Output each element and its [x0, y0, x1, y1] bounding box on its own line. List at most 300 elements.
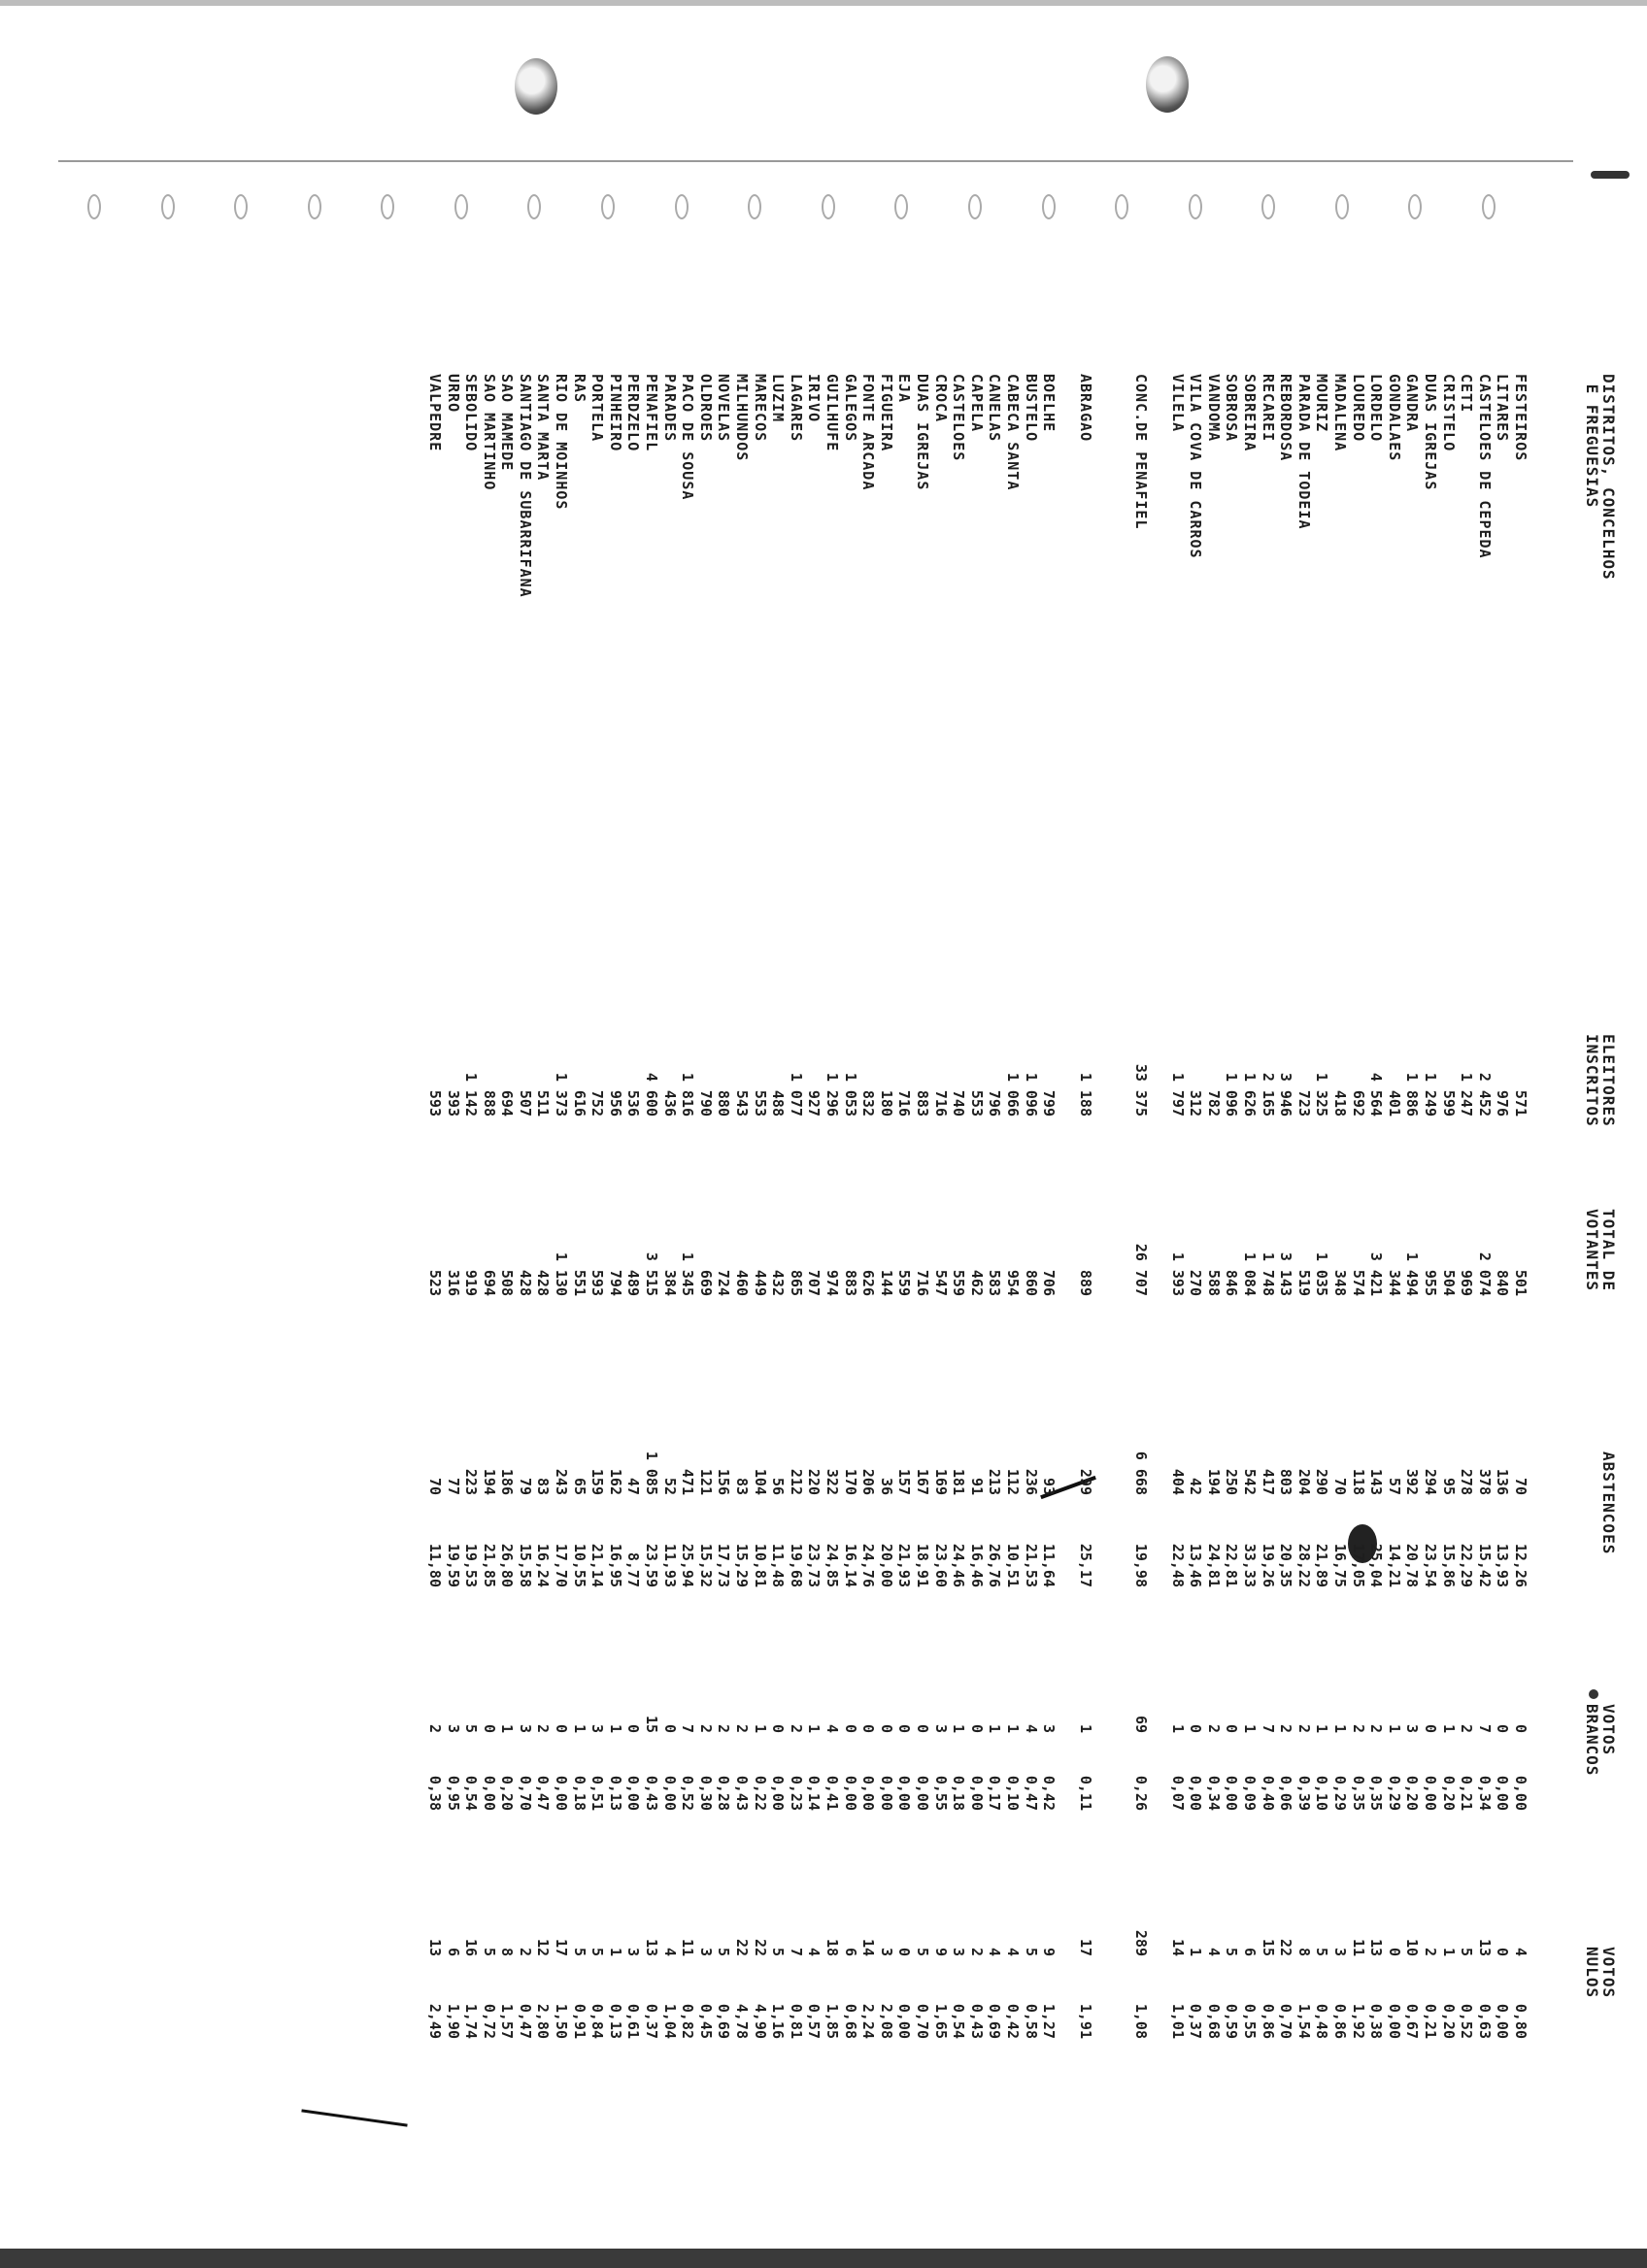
cell-nln: 5	[913, 1947, 931, 1956]
cell-brp: 0,55	[931, 1775, 950, 1811]
cell-name: SOBROSA	[1223, 374, 1241, 443]
cell-brn: 1	[1313, 1723, 1331, 1733]
cell-abp: 10,81	[751, 1543, 769, 1587]
cell-nln: 13	[643, 1938, 661, 1956]
cell-abn: 378	[1475, 1468, 1494, 1495]
cell-nlp: 0,86	[1331, 2003, 1350, 2039]
cell-brn: 0	[1422, 1723, 1440, 1733]
cell-abp: 19,53	[462, 1543, 481, 1587]
cell-brp: 0,22	[751, 1775, 769, 1811]
cell-nlp: 0,00	[895, 2003, 914, 2039]
cell-ele: 571	[1512, 1089, 1529, 1117]
cell-abp: 16,46	[967, 1543, 986, 1587]
cell-abp: 21,53	[1022, 1543, 1040, 1587]
cell-brn: 0	[841, 1723, 859, 1733]
cell-abn: 243	[553, 1468, 571, 1495]
table-row	[1241, 354, 1260, 2199]
cell-vot: 501	[1512, 1269, 1529, 1296]
cell-ele: 1 373	[553, 1072, 571, 1117]
cell-ele: 1 249	[1422, 1072, 1440, 1117]
cell-vot: 706	[1040, 1269, 1059, 1296]
cell-vot: 316	[444, 1269, 462, 1296]
cell-abp: 25,04	[1367, 1543, 1386, 1587]
cell-vot: 344	[1385, 1269, 1403, 1296]
cell-abn: 136	[1494, 1468, 1512, 1495]
cell-vot: 724	[715, 1269, 733, 1296]
cell-vot: 1 035	[1313, 1251, 1331, 1296]
cell-abp: 25,94	[679, 1543, 697, 1587]
cell-nlp: 0,54	[950, 2003, 968, 2039]
cell-brn: 0	[913, 1723, 931, 1733]
cell-ele: 1 096	[1223, 1072, 1241, 1117]
cell-abp: 12,26	[1512, 1543, 1529, 1587]
cell-ele: 488	[769, 1089, 788, 1117]
cell-brp: 0,00	[1187, 1775, 1205, 1811]
cell-nln: 4	[1003, 1947, 1022, 1956]
cell-nln: 18	[824, 1938, 841, 1956]
cell-name: REBORDOSA	[1277, 374, 1295, 462]
cell-name: SOBREIRA	[1241, 374, 1260, 452]
cell-brn: 2	[425, 1723, 444, 1733]
cell-name: NOVELAS	[715, 374, 733, 443]
cell-name: FONTE ARCADA	[859, 374, 878, 491]
cell-brp: 0,18	[570, 1775, 588, 1811]
cell-abp: 20,78	[1403, 1543, 1422, 1587]
cell-abp: 22,48	[1168, 1543, 1187, 1587]
cell-abn: 93	[1040, 1477, 1059, 1495]
cell-nlp: 0,72	[480, 2003, 498, 2039]
table-row	[1349, 354, 1367, 2199]
table-row	[425, 354, 444, 2199]
sprocket-hole	[1408, 194, 1422, 219]
cell-nln: 5	[769, 1947, 788, 1956]
cell-vot: 694	[480, 1269, 498, 1296]
cell-nln: 2	[516, 1947, 534, 1956]
cell-abn: 278	[1458, 1468, 1476, 1495]
cell-nlp: 2,80	[534, 2003, 553, 2039]
cell-abn: 56	[769, 1477, 788, 1495]
cell-vot: 3 143	[1277, 1251, 1295, 1296]
cell-vot: 519	[1294, 1269, 1313, 1296]
cell-name: ABRAGAO	[1077, 374, 1095, 443]
table-row	[841, 354, 859, 2199]
cell-brp: 0,00	[1223, 1775, 1241, 1811]
cell-abn: 6 668	[1132, 1451, 1151, 1495]
cell-nln: 0	[895, 1947, 914, 1956]
cell-nlp: 0,47	[516, 2003, 534, 2039]
cell-nlp: 4,78	[733, 2003, 752, 2039]
cell-abp: 20,35	[1277, 1543, 1295, 1587]
sprocket-hole	[1482, 194, 1496, 219]
cell-abn: 91	[967, 1477, 986, 1495]
cell-ele: 716	[895, 1089, 914, 1117]
cell-abp: 15,42	[1475, 1543, 1494, 1587]
sprocket-hole	[601, 194, 615, 219]
cell-nln: 11	[1349, 1938, 1367, 1956]
cell-brp: 0,29	[1331, 1775, 1350, 1811]
cell-name: MADALENA	[1331, 374, 1350, 452]
cell-nlp: 2,24	[859, 2003, 878, 2039]
cell-brp: 0,39	[1294, 1775, 1313, 1811]
cell-nlp: 1,65	[931, 2003, 950, 2039]
cell-nlp: 0,68	[841, 2003, 859, 2039]
cell-ele: 436	[660, 1089, 679, 1117]
cell-abp: 17,73	[715, 1543, 733, 1587]
cell-vot: 969	[1458, 1269, 1476, 1296]
cell-vot: 883	[841, 1269, 859, 1296]
cell-abp: 15,32	[696, 1543, 715, 1587]
cell-brn: 2	[1277, 1723, 1295, 1733]
cell-name: CETI	[1458, 374, 1476, 414]
cell-abn: 159	[588, 1468, 607, 1495]
cell-brp: 0,00	[967, 1775, 986, 1811]
cell-brn: 0	[1223, 1723, 1241, 1733]
cell-nlp: 1,91	[1077, 2003, 1095, 2039]
header-districts: DISTRITOS, CONCELHOS E FREGUESIAS	[1583, 374, 1618, 581]
cell-ele: 796	[986, 1089, 1004, 1117]
cell-ele: 790	[696, 1089, 715, 1117]
cell-vot: 449	[751, 1269, 769, 1296]
cell-vot: 846	[1223, 1269, 1241, 1296]
cell-abn: 206	[859, 1468, 878, 1495]
cell-nln: 3	[1331, 1947, 1350, 1956]
cell-name: CASTELOES	[950, 374, 968, 462]
cell-nln: 3	[877, 1947, 895, 1956]
cell-name: PINHEIRO	[606, 374, 624, 452]
cell-brp: 0,17	[986, 1775, 1004, 1811]
cell-vot: 1 345	[679, 1251, 697, 1296]
cell-abp: 15,29	[733, 1543, 752, 1587]
cell-ele: 1 886	[1403, 1072, 1422, 1117]
cell-vot: 574	[1349, 1269, 1367, 1296]
cell-vot: 583	[986, 1269, 1004, 1296]
cell-abn: 1 085	[643, 1451, 661, 1495]
cell-brn: 2	[787, 1723, 805, 1733]
table-row	[1458, 354, 1476, 2199]
cell-ele: 1 626	[1241, 1072, 1260, 1117]
cell-nln: 6	[841, 1947, 859, 1956]
cell-nln: 2	[967, 1947, 986, 1956]
table-row	[480, 354, 498, 2199]
cell-vot: 428	[516, 1269, 534, 1296]
cell-abn: 236	[1022, 1468, 1040, 1495]
cell-nlp: 0,21	[1422, 2003, 1440, 2039]
cell-vot: 428	[534, 1269, 553, 1296]
cell-abp: 19,26	[1259, 1543, 1277, 1587]
cell-brp: 0,51	[588, 1775, 607, 1811]
cell-brn: 0	[660, 1723, 679, 1733]
cell-brp: 0,00	[841, 1775, 859, 1811]
cell-abp: 21,89	[1313, 1543, 1331, 1587]
cell-abn: 194	[1204, 1468, 1223, 1495]
tractor-feed-holes	[87, 194, 1496, 219]
cell-vot: 3 515	[643, 1251, 661, 1296]
cell-name: GANDRA	[1403, 374, 1422, 433]
cell-nlp: 2,08	[877, 2003, 895, 2039]
cell-brn: 7	[1259, 1723, 1277, 1733]
cell-nlp: 1,54	[1294, 2003, 1313, 2039]
cell-abn: 104	[751, 1468, 769, 1495]
cell-abn: 83	[534, 1477, 553, 1495]
table-row	[570, 354, 588, 2199]
cell-ele: 1 816	[679, 1072, 697, 1117]
cell-abn: 70	[425, 1477, 444, 1495]
sprocket-hole	[894, 194, 908, 219]
cell-nln: 3	[624, 1947, 643, 1956]
cell-brp: 0,43	[733, 1775, 752, 1811]
cell-brn: 2	[733, 1723, 752, 1733]
cell-abp: 11,48	[769, 1543, 788, 1587]
cell-name: OLDROES	[696, 374, 715, 443]
cell-brp: 0,43	[643, 1775, 661, 1811]
cell-abn: 121	[696, 1468, 715, 1495]
cell-vot: 593	[588, 1269, 607, 1296]
cell-nln: 13	[1367, 1938, 1386, 1956]
table-row	[1040, 354, 1059, 2199]
cell-brn: 1	[1168, 1723, 1187, 1733]
cell-nlp: 1,92	[1349, 2003, 1367, 2039]
cell-name: PACO DE SOUSA	[679, 374, 697, 501]
cell-ele: 1 066	[1003, 1072, 1022, 1117]
table-row	[1439, 354, 1458, 2199]
cell-name: CRISTELO	[1439, 374, 1458, 452]
cell-abn: 299	[1077, 1468, 1095, 1495]
table-row	[931, 354, 950, 2199]
cell-abp: 22,29	[1458, 1543, 1476, 1587]
sprocket-hole	[87, 194, 101, 219]
cell-abn: 157	[895, 1468, 914, 1495]
sprocket-hole	[1335, 194, 1349, 219]
sprocket-hole	[748, 194, 761, 219]
cell-brp: 0,26	[1132, 1775, 1151, 1811]
cell-nln: 7	[787, 1947, 805, 1956]
cell-name: VILELA	[1168, 374, 1187, 433]
cell-vot: 707	[805, 1269, 824, 1296]
cell-name: MILHUNDOS	[733, 374, 752, 462]
cell-nln: 13	[1475, 1938, 1494, 1956]
cell-abp: 26,80	[498, 1543, 517, 1587]
cell-brp: 0,00	[895, 1775, 914, 1811]
sprocket-hole	[968, 194, 982, 219]
cell-brn: 3	[931, 1723, 950, 1733]
cell-ele: 799	[1040, 1089, 1059, 1117]
cell-brn: 1	[498, 1723, 517, 1733]
cell-vot: 3 421	[1367, 1251, 1386, 1296]
cell-nln: 4	[660, 1947, 679, 1956]
cell-nln: 5	[1223, 1947, 1241, 1956]
cell-ele: 1 325	[1313, 1072, 1331, 1117]
table-row	[1022, 354, 1040, 2199]
cell-name: DUAS IGREJAS	[913, 374, 931, 491]
sprocket-hole	[527, 194, 541, 219]
printout-table	[131, 354, 1627, 2199]
cell-abp: 19,59	[444, 1543, 462, 1587]
table-row	[1204, 354, 1223, 2199]
cell-abp: 33,33	[1241, 1543, 1260, 1587]
cell-abp: 23,73	[805, 1543, 824, 1587]
cell-abp: 16,24	[534, 1543, 553, 1587]
cell-nlp: 0,84	[588, 2003, 607, 2039]
sprocket-hole	[454, 194, 468, 219]
cell-brp: 0,20	[1439, 1775, 1458, 1811]
cell-vot: 1 393	[1168, 1251, 1187, 1296]
cell-nlp: 0,63	[1475, 2003, 1494, 2039]
cell-name: CAPELA	[967, 374, 986, 433]
table-row	[444, 354, 462, 2199]
cell-vot: 1 130	[553, 1251, 571, 1296]
cell-ele: 1 296	[824, 1072, 841, 1117]
cell-nlp: 0,48	[1313, 2003, 1331, 2039]
cell-brp: 0,34	[1204, 1775, 1223, 1811]
cell-abn: 322	[824, 1468, 841, 1495]
cell-name: CASTELOES DE CEPEDA	[1475, 374, 1494, 559]
cell-vot: 547	[931, 1269, 950, 1296]
table-row	[1385, 354, 1403, 2199]
cell-nlp: 0,91	[570, 2003, 588, 2039]
cell-name: GONDALAES	[1385, 374, 1403, 462]
cell-brp: 0,18	[950, 1775, 968, 1811]
cell-name: LAGARES	[787, 374, 805, 443]
cell-nlp: 0,43	[967, 2003, 986, 2039]
table-row	[877, 354, 895, 2199]
cell-brn: 0	[769, 1723, 788, 1733]
cell-abp: 23,54	[1422, 1543, 1440, 1587]
cell-brn: 0	[480, 1723, 498, 1733]
cell-brn: 0	[895, 1723, 914, 1733]
cell-name: CROCA	[931, 374, 950, 423]
table-row	[1475, 354, 1494, 2199]
table-row	[1403, 354, 1422, 2199]
cell-abp: 15,86	[1439, 1543, 1458, 1587]
cell-brp: 0,00	[913, 1775, 931, 1811]
cell-abn: 52	[660, 1477, 679, 1495]
cell-name: CONC.DE PENAFIEL	[1132, 374, 1151, 530]
table-row	[588, 354, 607, 2199]
cell-name: PORTELA	[588, 374, 607, 443]
cell-brp: 0,29	[1385, 1775, 1403, 1811]
cell-brp: 0,10	[1313, 1775, 1331, 1811]
cell-abp: 10,55	[570, 1543, 588, 1587]
cell-brn: 7	[1475, 1723, 1494, 1733]
cell-nln: 5	[715, 1947, 733, 1956]
cell-nln: 5	[570, 1947, 588, 1956]
cell-name: PERDZELO	[624, 374, 643, 452]
cell-name: BOELHE	[1040, 374, 1059, 433]
table-row	[787, 354, 805, 2199]
cell-vot: 523	[425, 1269, 444, 1296]
cell-nlp: 1,01	[1168, 2003, 1187, 2039]
cell-abn: 212	[787, 1468, 805, 1495]
cell-name: SANTA MARTA	[534, 374, 553, 482]
cell-abp: 14,21	[1385, 1543, 1403, 1587]
cell-abp: 21,85	[480, 1543, 498, 1587]
cell-brn: 69	[1132, 1715, 1151, 1733]
table-row	[986, 354, 1004, 2199]
cell-nln: 1	[1187, 1947, 1205, 1956]
cell-brp: 0,41	[824, 1775, 841, 1811]
cell-name: PENAFIEL	[643, 374, 661, 452]
cell-brn: 2	[715, 1723, 733, 1733]
cell-abp: 24,46	[950, 1543, 968, 1587]
table-row	[823, 354, 841, 2199]
table-row	[751, 354, 769, 2199]
cell-name: BUSTELO	[1022, 374, 1040, 443]
cell-ele: 33 375	[1132, 1063, 1151, 1117]
table-row	[696, 354, 715, 2199]
cell-name: SEBOLIDO	[462, 374, 481, 452]
cell-nlp: 0,38	[1367, 2003, 1386, 2039]
cell-abn: 392	[1403, 1468, 1422, 1495]
table-row	[913, 354, 931, 2199]
cell-ele: 418	[1331, 1089, 1350, 1117]
cell-ele: 752	[588, 1089, 607, 1117]
cell-name: MARECOS	[751, 374, 769, 443]
cell-vot: 348	[1331, 1269, 1350, 1296]
cell-brn: 2	[1349, 1723, 1367, 1733]
cell-vot: 489	[624, 1269, 643, 1296]
cell-brp: 0,00	[553, 1775, 571, 1811]
tear-line	[58, 160, 1573, 162]
cell-abn: 803	[1277, 1468, 1295, 1495]
cell-nlp: 1,74	[462, 2003, 481, 2039]
cell-brp: 0,95	[444, 1775, 462, 1811]
cell-name: LORDELO	[1367, 374, 1386, 443]
cell-abn: 417	[1259, 1468, 1277, 1495]
cell-name: IRIVO	[805, 374, 824, 423]
header-nulos: VOTOS NULOS	[1583, 1947, 1618, 1999]
cell-brp: 0,35	[1367, 1775, 1386, 1811]
cell-brn: 2	[1458, 1723, 1476, 1733]
cell-brp: 0,06	[1277, 1775, 1295, 1811]
cell-abn: 542	[1241, 1468, 1260, 1495]
cell-vot: 504	[1439, 1269, 1458, 1296]
cell-ele: 1 077	[787, 1072, 805, 1117]
cell-abp: 15,58	[516, 1543, 534, 1587]
table-row	[1058, 354, 1113, 2199]
cell-nln: 17	[1077, 1938, 1095, 1956]
cell-brp: 0,00	[1494, 1775, 1512, 1811]
cell-name: RIO DE MOINHOS	[553, 374, 571, 511]
cell-abn: 162	[606, 1468, 624, 1495]
cell-name: DUAS IGREJAS	[1422, 374, 1440, 491]
cell-name: SAO MAMEDE	[498, 374, 517, 472]
table-row	[1330, 354, 1349, 2199]
cell-abn: 95	[1439, 1477, 1458, 1495]
cell-brn: 2	[1204, 1723, 1223, 1733]
cell-name: RAS	[570, 374, 588, 404]
table-row	[1511, 354, 1529, 2199]
table-row	[1223, 354, 1241, 2199]
table-row	[895, 354, 914, 2199]
cell-nln: 16	[462, 1938, 481, 1956]
cell-vot: 865	[787, 1269, 805, 1296]
cell-brp: 0,21	[1458, 1775, 1476, 1811]
cell-brp: 0,47	[1022, 1775, 1040, 1811]
table-row	[1259, 354, 1277, 2199]
cell-abp: 13,46	[1187, 1543, 1205, 1587]
cell-brp: 0,38	[425, 1775, 444, 1811]
cell-vot: 1 748	[1259, 1251, 1277, 1296]
cell-brp: 0,23	[787, 1775, 805, 1811]
cell-nlp: 0,86	[1259, 2003, 1277, 2039]
cell-vot: 919	[462, 1269, 481, 1296]
cell-ele: 2 452	[1475, 1072, 1494, 1117]
cell-brn: 4	[824, 1723, 841, 1733]
cell-ele: 883	[913, 1089, 931, 1117]
cell-abp: 10,51	[1003, 1543, 1022, 1587]
cell-brn: 1	[805, 1723, 824, 1733]
cell-abn: 47	[624, 1477, 643, 1495]
